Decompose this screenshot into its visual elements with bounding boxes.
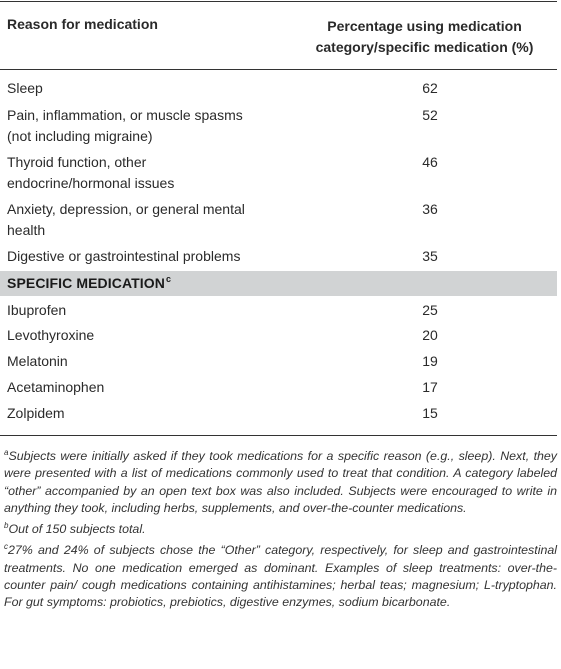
reason-cell <box>7 152 297 194</box>
reason-text-continued: endocrine/hormonal issues <box>7 175 175 191</box>
footnote-text: Subjects were initially asked if they took medications for a specific reason (e.g., sleep). Next, they were presented with a list of medications commonly used to treat that condition. A category labeled “other” accompanied by an open text box was also included. Subjects were encouraged to write in anything they took, including herbs, supplements, and over-the-counter medications. <box>4 449 557 515</box>
reason-text-continued: health <box>7 222 46 238</box>
top-rule <box>0 1 557 2</box>
reason-cell <box>7 78 297 99</box>
percentage-cell: 52 <box>422 107 438 123</box>
reason-cell <box>7 199 297 241</box>
percentage-cell: 46 <box>422 154 438 170</box>
percentage-cell: 20 <box>422 327 438 343</box>
percentage-cell: 17 <box>422 379 438 395</box>
bottom-rule <box>0 435 557 436</box>
percentage-column-header <box>296 16 553 58</box>
reason-column-header: Reason for medication <box>7 16 158 32</box>
medication-cell: Levothyroxine <box>7 327 95 343</box>
medication-cell: Zolpidem <box>7 405 65 421</box>
table-footnotes <box>4 444 557 612</box>
table-header <box>0 8 557 68</box>
percentage-cell: 19 <box>422 353 438 369</box>
footnote-a <box>4 444 557 517</box>
percentage-cell: 62 <box>422 80 438 96</box>
reason-cell <box>7 105 297 147</box>
medication-cell: Melatonin <box>7 353 68 369</box>
footnote-b <box>4 517 557 538</box>
reason-text: Digestive or gastrointestinal problems <box>7 248 241 264</box>
percentage-cell: 15 <box>422 405 438 421</box>
reason-text: Anxiety, depression, or general mental <box>7 201 245 217</box>
footnote-text: 27% and 24% of subjects chose the “Other” category, respectively, for sleep and gastrointestinal treatments. No one medication emerged as dominant. Examples of sleep treatments: over-the-counter pain/ cough medications containing antihistamines; herbal teas; magnesium; L-tryptophan. For gut symptoms: probiotics, prebiotics, digestive enzymes, sodium bicarbonate. <box>4 543 557 610</box>
reason-cell <box>7 246 297 267</box>
footnote-text: Out of 150 subjects total. <box>8 522 146 537</box>
reason-text: Sleep <box>7 80 43 96</box>
section-label <box>7 274 171 291</box>
header-rule <box>0 69 557 70</box>
reason-text-continued: (not including migraine) <box>7 128 153 144</box>
percentage-header-line1: Percentage using medication <box>327 18 522 34</box>
footnote-c <box>4 538 557 611</box>
footnote-marker: c <box>4 542 8 552</box>
medication-cell: Ibuprofen <box>7 302 67 318</box>
footnote-marker: a <box>4 448 9 457</box>
percentage-header-line2: category/specific medication (%) <box>315 39 534 55</box>
percentage-cell: 25 <box>422 302 438 318</box>
specific-medication-section-header <box>0 271 557 296</box>
percentage-cell: 35 <box>422 248 438 264</box>
footnote-marker: b <box>4 521 9 531</box>
medication-cell: Acetaminophen <box>7 379 105 395</box>
section-footnote-marker: c <box>165 274 172 284</box>
section-title: SPECIFIC MEDICATION <box>7 275 165 291</box>
reason-text: Pain, inflammation, or muscle spasms <box>7 107 243 123</box>
reason-text: Thyroid function, other <box>7 154 147 170</box>
percentage-cell: 36 <box>422 201 438 217</box>
